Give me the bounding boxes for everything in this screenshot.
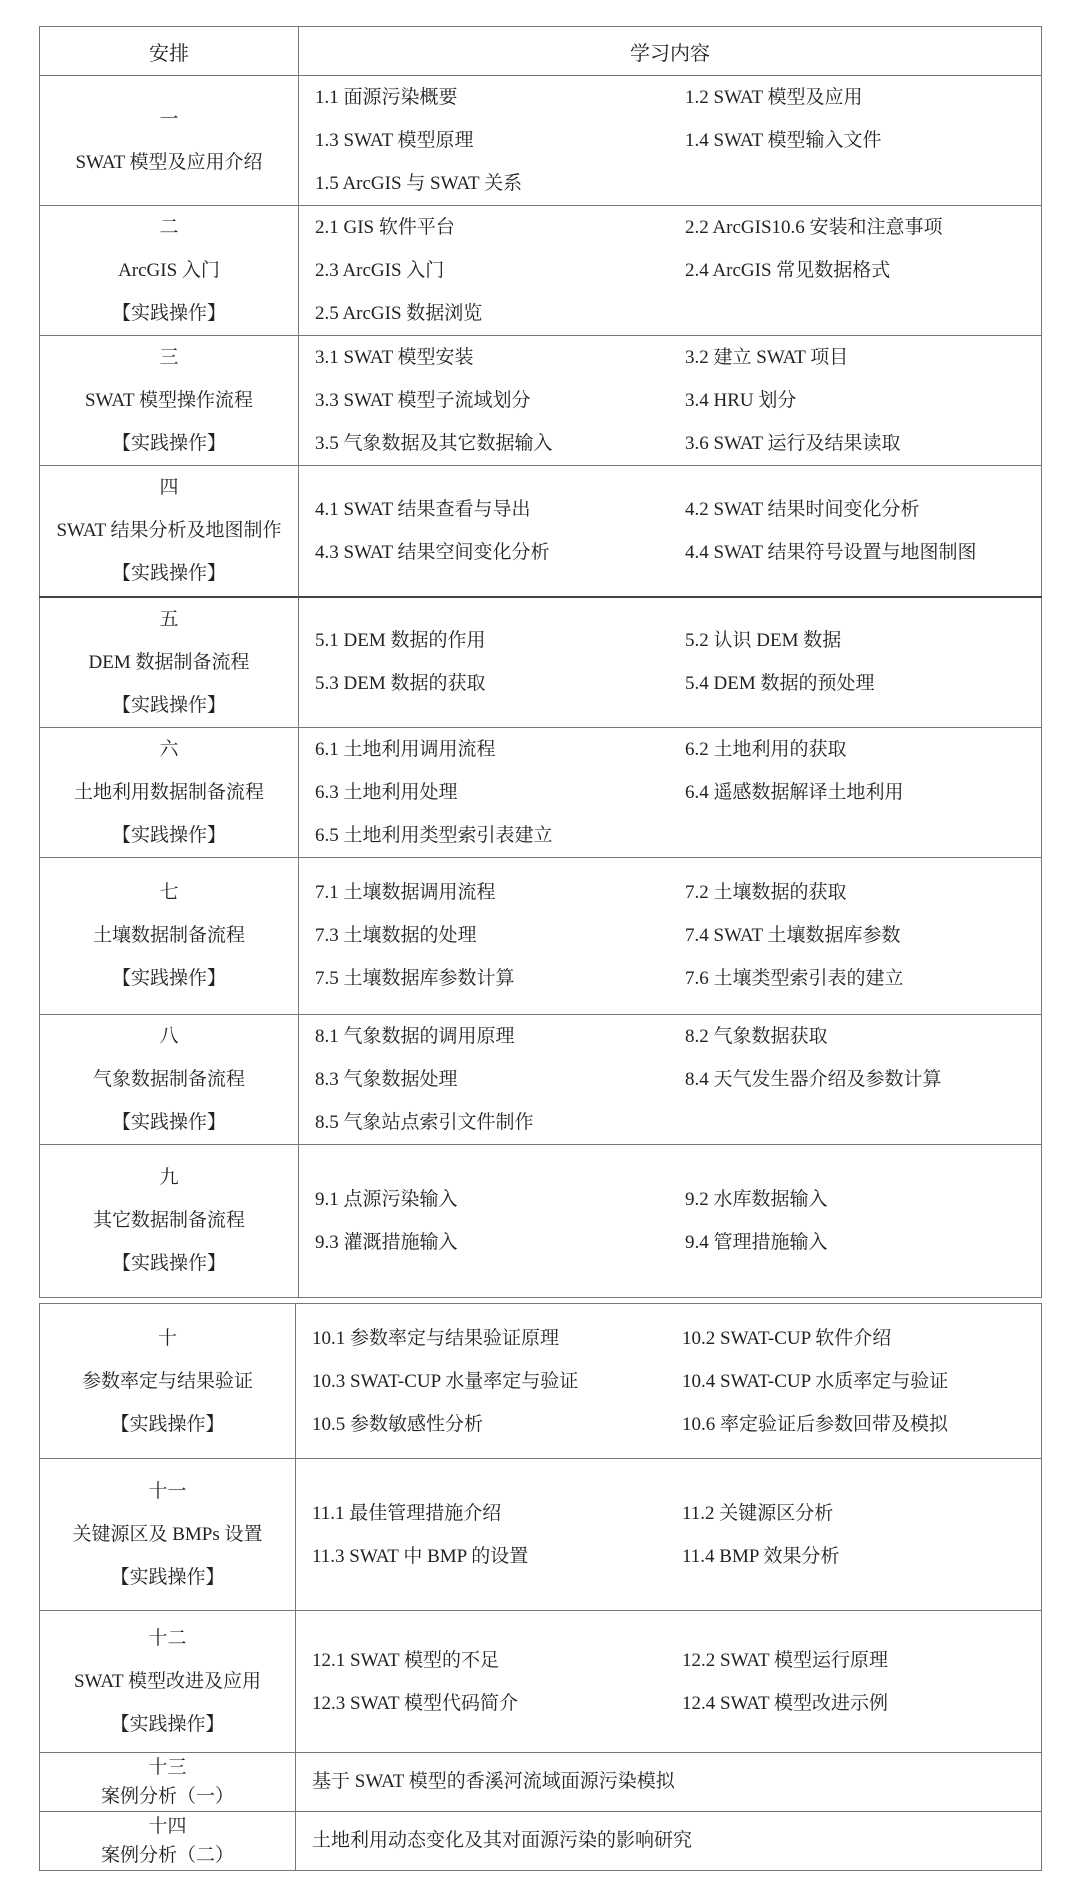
content-cell <box>299 466 1042 597</box>
list-item: 12.1 SWAT 模型的不足 <box>312 1649 500 1671</box>
table-row <box>40 1459 1042 1611</box>
section-cell <box>40 336 299 466</box>
list-item: 3.6 SWAT 运行及结果读取 <box>685 433 901 454</box>
section-cell <box>40 1611 296 1753</box>
content-cell <box>299 1014 1042 1144</box>
section-num: 十四 <box>148 1816 187 1837</box>
list-item: 1.5 ArcGIS 与 SWAT 关系 <box>315 173 523 194</box>
section-cell <box>40 727 299 857</box>
table-row <box>40 1611 1042 1753</box>
content-cell <box>296 1304 1042 1459</box>
section-tag: 【实践操作】 <box>111 563 226 585</box>
list-item: 12.4 SWAT 模型改进示例 <box>682 1692 889 1714</box>
section-tag: 【实践操作】 <box>110 1567 225 1588</box>
list-item: 10.5 参数敏感性分析 <box>312 1413 484 1435</box>
section-num: 八 <box>159 1025 179 1047</box>
section-tag: 【实践操作】 <box>111 824 226 846</box>
list-item: 1.2 SWAT 模型及应用 <box>685 87 863 108</box>
section-num: 十二 <box>148 1628 187 1649</box>
content-cell <box>299 336 1042 466</box>
section-cell <box>40 206 299 336</box>
section-cell <box>40 1459 296 1611</box>
section-cell <box>40 1304 296 1459</box>
list-item: 10.4 SWAT-CUP 水质率定与验证 <box>682 1370 949 1392</box>
list-item: 7.3 土壤数据的处理 <box>315 925 477 946</box>
section-cell <box>40 1753 296 1812</box>
content-cell <box>296 1459 1042 1611</box>
section-title: SWAT 结果分析及地图制作 <box>56 520 282 542</box>
list-item: 10.2 SWAT-CUP 软件介绍 <box>682 1327 892 1349</box>
section-num: 九 <box>159 1167 179 1188</box>
list-item: 2.2 ArcGIS10.6 安装和注意事项 <box>685 217 943 238</box>
list-item: 3.1 SWAT 模型安装 <box>315 347 474 368</box>
list-item: 2.5 ArcGIS 数据浏览 <box>315 303 483 324</box>
section-tag: 【实践操作】 <box>111 1253 226 1274</box>
section-cell <box>40 857 299 1014</box>
header-content: 学习内容 <box>299 27 1042 76</box>
list-item: 5.1 DEM 数据的作用 <box>315 630 486 651</box>
list-item: 5.4 DEM 数据的预处理 <box>685 673 875 694</box>
section-num: 四 <box>159 477 179 499</box>
content-cell <box>296 1812 1042 1871</box>
section-num: 六 <box>159 738 179 760</box>
list-item: 8.4 天气发生器介绍及参数计算 <box>685 1068 942 1090</box>
list-item: 12.2 SWAT 模型运行原理 <box>682 1649 889 1671</box>
list-item: 4.2 SWAT 结果时间变化分析 <box>685 498 920 520</box>
list-item: 12.3 SWAT 模型代码简介 <box>312 1692 519 1714</box>
section-tag: 【实践操作】 <box>110 1714 225 1735</box>
table-row <box>40 1304 1042 1459</box>
list-item: 7.6 土壤类型索引表的建立 <box>685 968 904 989</box>
section-cell <box>40 466 299 597</box>
list-item: 4.4 SWAT 结果符号设置与地图制图 <box>685 541 977 563</box>
section-title: ArcGIS 入门 <box>118 260 220 281</box>
header-arrangement: 安排 <box>40 27 299 76</box>
table-row <box>40 597 1042 728</box>
content-cell <box>296 1753 1042 1812</box>
list-item: 1.4 SWAT 模型输入文件 <box>685 130 882 151</box>
list-item: 4.3 SWAT 结果空间变化分析 <box>315 541 550 563</box>
section-title: SWAT 模型及应用介绍 <box>75 151 263 173</box>
section-title: 土壤数据制备流程 <box>92 925 245 946</box>
list-item: 10.6 率定验证后参数回带及模拟 <box>682 1413 949 1435</box>
list-item: 6.5 土地利用类型索引表建立 <box>315 824 553 846</box>
section-title: 关键源区及 BMPs 设置 <box>72 1524 263 1545</box>
list-item: 3.5 气象数据及其它数据输入 <box>315 433 553 454</box>
section-title: 案例分析（二） <box>100 1845 234 1866</box>
table-row <box>40 727 1042 857</box>
list-item: 3.3 SWAT 模型子流域划分 <box>315 390 531 411</box>
list-item: 4.1 SWAT 结果查看与导出 <box>315 498 531 520</box>
list-item: 5.3 DEM 数据的获取 <box>315 673 486 694</box>
section-num: 二 <box>159 217 179 238</box>
section-tag: 【实践操作】 <box>110 1413 225 1435</box>
table-row <box>40 857 1042 1014</box>
list-item: 8.3 气象数据处理 <box>315 1068 458 1090</box>
section-num: 五 <box>159 608 179 630</box>
list-item: 9.2 水库数据输入 <box>685 1188 828 1210</box>
list-item: 7.2 土壤数据的获取 <box>685 882 847 903</box>
section-num: 十 <box>157 1327 177 1349</box>
list-item: 7.5 土壤数据库参数计算 <box>315 968 515 989</box>
section-title: 其它数据制备流程 <box>92 1210 245 1231</box>
section-title: SWAT 模型操作流程 <box>84 390 254 411</box>
curriculum-table-2 <box>39 1303 1042 1871</box>
curriculum-table-1 <box>39 26 1042 1298</box>
list-item: 6.4 遥感数据解译土地利用 <box>685 781 904 803</box>
list-item: 2.1 GIS 软件平台 <box>315 217 455 238</box>
list-item: 1.1 面源污染概要 <box>315 87 458 108</box>
header-row <box>40 27 1042 76</box>
list-item: 3.4 HRU 划分 <box>685 390 797 411</box>
list-item: 11.3 SWAT 中 BMP 的设置 <box>312 1545 529 1567</box>
case-content: 基于 SWAT 模型的香溪河流域面源污染模拟 <box>312 1771 675 1792</box>
section-tag: 【实践操作】 <box>111 968 226 989</box>
section-tag: 【实践操作】 <box>111 303 226 324</box>
list-item: 8.5 气象站点索引文件制作 <box>315 1111 534 1133</box>
section-num: 七 <box>159 882 179 903</box>
list-item: 3.2 建立 SWAT 项目 <box>685 347 849 368</box>
list-item: 8.1 气象数据的调用原理 <box>315 1025 515 1047</box>
list-item: 8.2 气象数据获取 <box>685 1025 828 1047</box>
section-cell <box>40 76 299 206</box>
list-item: 9.3 灌溉措施输入 <box>315 1231 458 1253</box>
list-item: 5.2 认识 DEM 数据 <box>685 630 842 651</box>
list-item: 6.1 土地利用调用流程 <box>315 738 496 760</box>
content-cell <box>299 206 1042 336</box>
section-title: 气象数据制备流程 <box>92 1068 245 1090</box>
section-tag: 【实践操作】 <box>111 1111 226 1133</box>
section-title: DEM 数据制备流程 <box>88 651 250 673</box>
section-num: 十一 <box>148 1481 187 1502</box>
case-content: 土地利用动态变化及其对面源污染的影响研究 <box>312 1830 693 1851</box>
list-item: 6.2 土地利用的获取 <box>685 738 847 760</box>
list-item: 10.3 SWAT-CUP 水量率定与验证 <box>312 1370 579 1392</box>
section-title: 参数率定与结果验证 <box>81 1370 253 1392</box>
list-item: 11.2 关键源区分析 <box>682 1502 834 1524</box>
table-row <box>40 466 1042 597</box>
table-row <box>40 336 1042 466</box>
content-cell <box>299 597 1042 728</box>
section-title: SWAT 模型改进及应用 <box>73 1671 262 1692</box>
table-row <box>40 1144 1042 1297</box>
list-item: 7.1 土壤数据调用流程 <box>315 882 496 903</box>
case-row <box>40 1753 1042 1812</box>
content-cell <box>299 727 1042 857</box>
list-item: 7.4 SWAT 土壤数据库参数 <box>685 925 901 946</box>
list-item: 1.3 SWAT 模型原理 <box>315 130 474 151</box>
section-num: 三 <box>159 347 179 368</box>
section-tag: 【实践操作】 <box>111 694 226 716</box>
section-num: 一 <box>159 108 179 130</box>
content-cell <box>296 1611 1042 1753</box>
list-item: 9.4 管理措施输入 <box>685 1231 828 1253</box>
list-item: 10.1 参数率定与结果验证原理 <box>312 1327 560 1349</box>
list-item: 2.3 ArcGIS 入门 <box>315 260 445 281</box>
list-item: 9.1 点源污染输入 <box>315 1188 458 1210</box>
content-cell <box>299 1144 1042 1297</box>
case-row <box>40 1812 1042 1871</box>
section-cell <box>40 1014 299 1144</box>
list-item: 11.1 最佳管理措施介绍 <box>312 1502 502 1524</box>
section-cell <box>40 1144 299 1297</box>
table-row <box>40 76 1042 206</box>
content-cell <box>299 76 1042 206</box>
list-item: 11.4 BMP 效果分析 <box>682 1545 840 1567</box>
section-tag: 【实践操作】 <box>111 433 226 454</box>
section-num: 十三 <box>148 1757 187 1778</box>
content-cell <box>299 857 1042 1014</box>
section-cell <box>40 1812 296 1871</box>
list-item: 2.4 ArcGIS 常见数据格式 <box>685 260 891 281</box>
section-title: 土地利用数据制备流程 <box>73 781 264 803</box>
section-title: 案例分析（一） <box>100 1786 234 1807</box>
table-row <box>40 1014 1042 1144</box>
table-row <box>40 206 1042 336</box>
list-item: 6.3 土地利用处理 <box>315 781 458 803</box>
section-cell <box>40 597 299 728</box>
